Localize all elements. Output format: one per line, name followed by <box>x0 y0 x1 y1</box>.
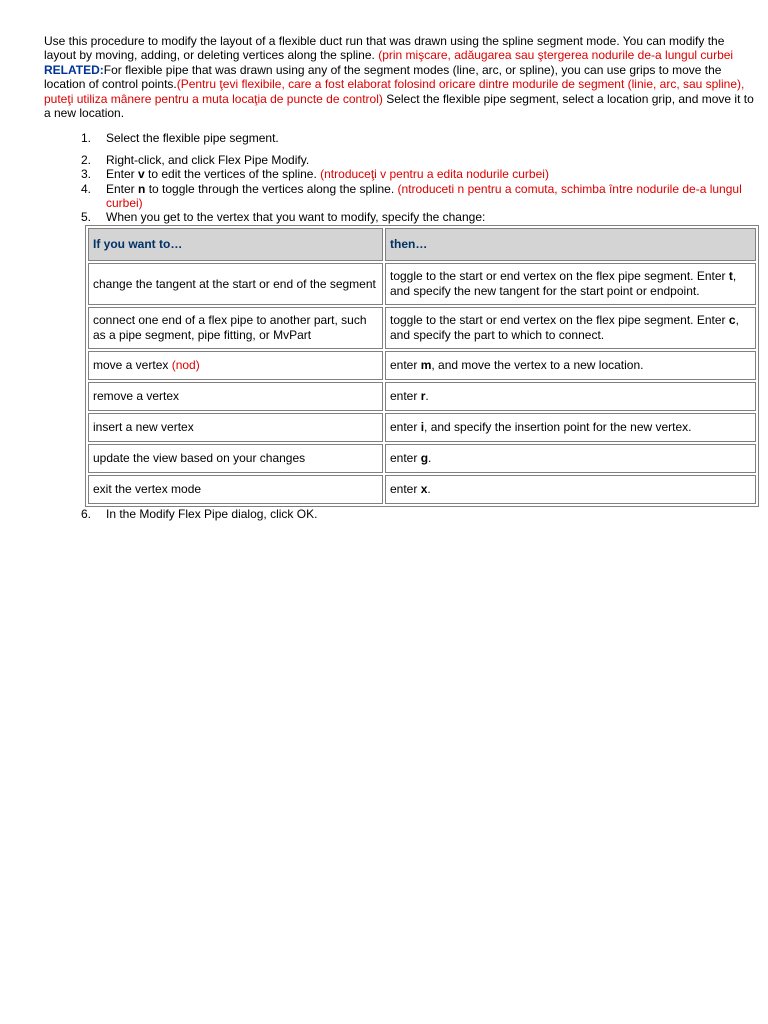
procedure-steps-final <box>44 507 756 521</box>
intro-paragraph <box>44 34 756 63</box>
table-header-want: If you want to… <box>88 228 383 261</box>
options-table-wrapper <box>85 225 759 507</box>
table-cell-want: exit the vertex mode <box>88 475 383 504</box>
command-key: g <box>420 451 429 466</box>
intro-text: Use this procedure to modify the layout of a flexible duct run that was drawn using the spline segment mode. You can modify the layout by moving, adding, or deleting vertices along the spline. <box>44 34 725 63</box>
step-text: Enter n to toggle through the vertices along the spline. (ntroduceti n pentru a comuta, schimba între nodurile de-a lungul curbei) <box>106 181 742 211</box>
table-cell-then: toggle to the start or end vertex on the flex pipe segment. Enter t, and specify the new tangent for the start point or endpoint. <box>385 263 756 305</box>
table-header-row <box>88 228 756 261</box>
command-key: v <box>138 167 145 182</box>
table-cell-want: update the view based on your changes <box>88 444 383 473</box>
command-key: m <box>420 358 432 373</box>
step-4 <box>44 182 756 211</box>
table-cell-then: enter g. <box>385 444 756 473</box>
command-key: i <box>420 420 425 435</box>
related-paragraph <box>44 63 756 121</box>
table-header-then: then… <box>385 228 756 261</box>
options-table <box>85 225 759 507</box>
step-number: 5. <box>81 210 92 225</box>
table-cell-then: toggle to the start or end vertex on the flex pipe segment. Enter c, and specify the part to which to connect. <box>385 307 756 349</box>
step-5 <box>44 210 756 224</box>
table-cell-want: change the tangent at the start or end of the segment <box>88 263 383 305</box>
step-text: Right-click, and click Flex Pipe Modify. <box>106 152 310 167</box>
table-cell-then: enter x. <box>385 475 756 504</box>
related-text: For flexible pipe that was drawn using any of the segment modes (line, arc, or spline), you can use grips to move the location of control points. <box>44 62 722 92</box>
table-cell-want: remove a vertex <box>88 382 383 411</box>
command-key: c <box>728 313 736 328</box>
table-cell-then: enter r. <box>385 382 756 411</box>
table-row <box>88 444 756 473</box>
document-body <box>44 34 756 521</box>
step-number: 6. <box>81 506 92 521</box>
step-translation: (ntroduceţi v pentru a edita nodurile curbei) <box>320 167 549 182</box>
command-key: r <box>420 389 426 404</box>
command-key: n <box>138 181 146 196</box>
table-cell-want: insert a new vertex <box>88 413 383 442</box>
step-translation: (ntroduceti n pentru a comuta, schimba între nodurile de-a lungul curbei) <box>106 181 742 211</box>
table-row <box>88 351 756 380</box>
table-row <box>88 413 756 442</box>
step-text: Select the flexible pipe segment. <box>106 131 279 146</box>
step-text: When you get to the vertex that you want to modify, specify the change: <box>106 210 486 225</box>
table-row <box>88 475 756 504</box>
step-number: 4. <box>81 181 92 196</box>
table-cell-then: enter i, and specify the insertion point for the new vertex. <box>385 413 756 442</box>
step-number: 3. <box>81 167 92 182</box>
intro-translation: (prin mişcare, adăugarea sau ştergerea nodurile de-a lungul curbei <box>378 48 734 63</box>
step-number: 2. <box>81 152 92 167</box>
related-text-continued: Select the flexible pipe segment, select a location grip, and move it to a new location. <box>44 91 754 121</box>
step-6 <box>44 507 756 521</box>
related-label: RELATED: <box>44 62 104 77</box>
table-cell-want: connect one end of a flex pipe to another part, such as a pipe segment, pipe fitting, or MvPart <box>88 307 383 349</box>
step-text: In the Modify Flex Pipe dialog, click OK. <box>106 506 318 521</box>
table-row <box>88 263 756 305</box>
table-cell-then: enter m, and move the vertex to a new location. <box>385 351 756 380</box>
command-key: x <box>420 482 428 497</box>
table-row <box>88 307 756 349</box>
step-1 <box>44 131 756 145</box>
table-cell-want: move a vertex (nod) <box>88 351 383 380</box>
table-row <box>88 382 756 411</box>
step-3 <box>44 167 756 181</box>
step-number: 1. <box>81 131 92 146</box>
command-key: t <box>728 269 733 284</box>
step-text: Enter v to edit the vertices of the spline. (ntroduceţi v pentru a edita nodurile curbei) <box>106 167 549 182</box>
cell-translation: (nod) <box>171 358 200 373</box>
related-translation: (Pentru ţevi flexibile, care a fost elaborat folosind oricare dintre modurile de segment (linie, arc, sau spline), puteţi utiliza mânere pentru a muta locaţia de puncte de control) <box>44 77 745 106</box>
procedure-steps <box>44 131 756 224</box>
step-2 <box>44 153 756 167</box>
